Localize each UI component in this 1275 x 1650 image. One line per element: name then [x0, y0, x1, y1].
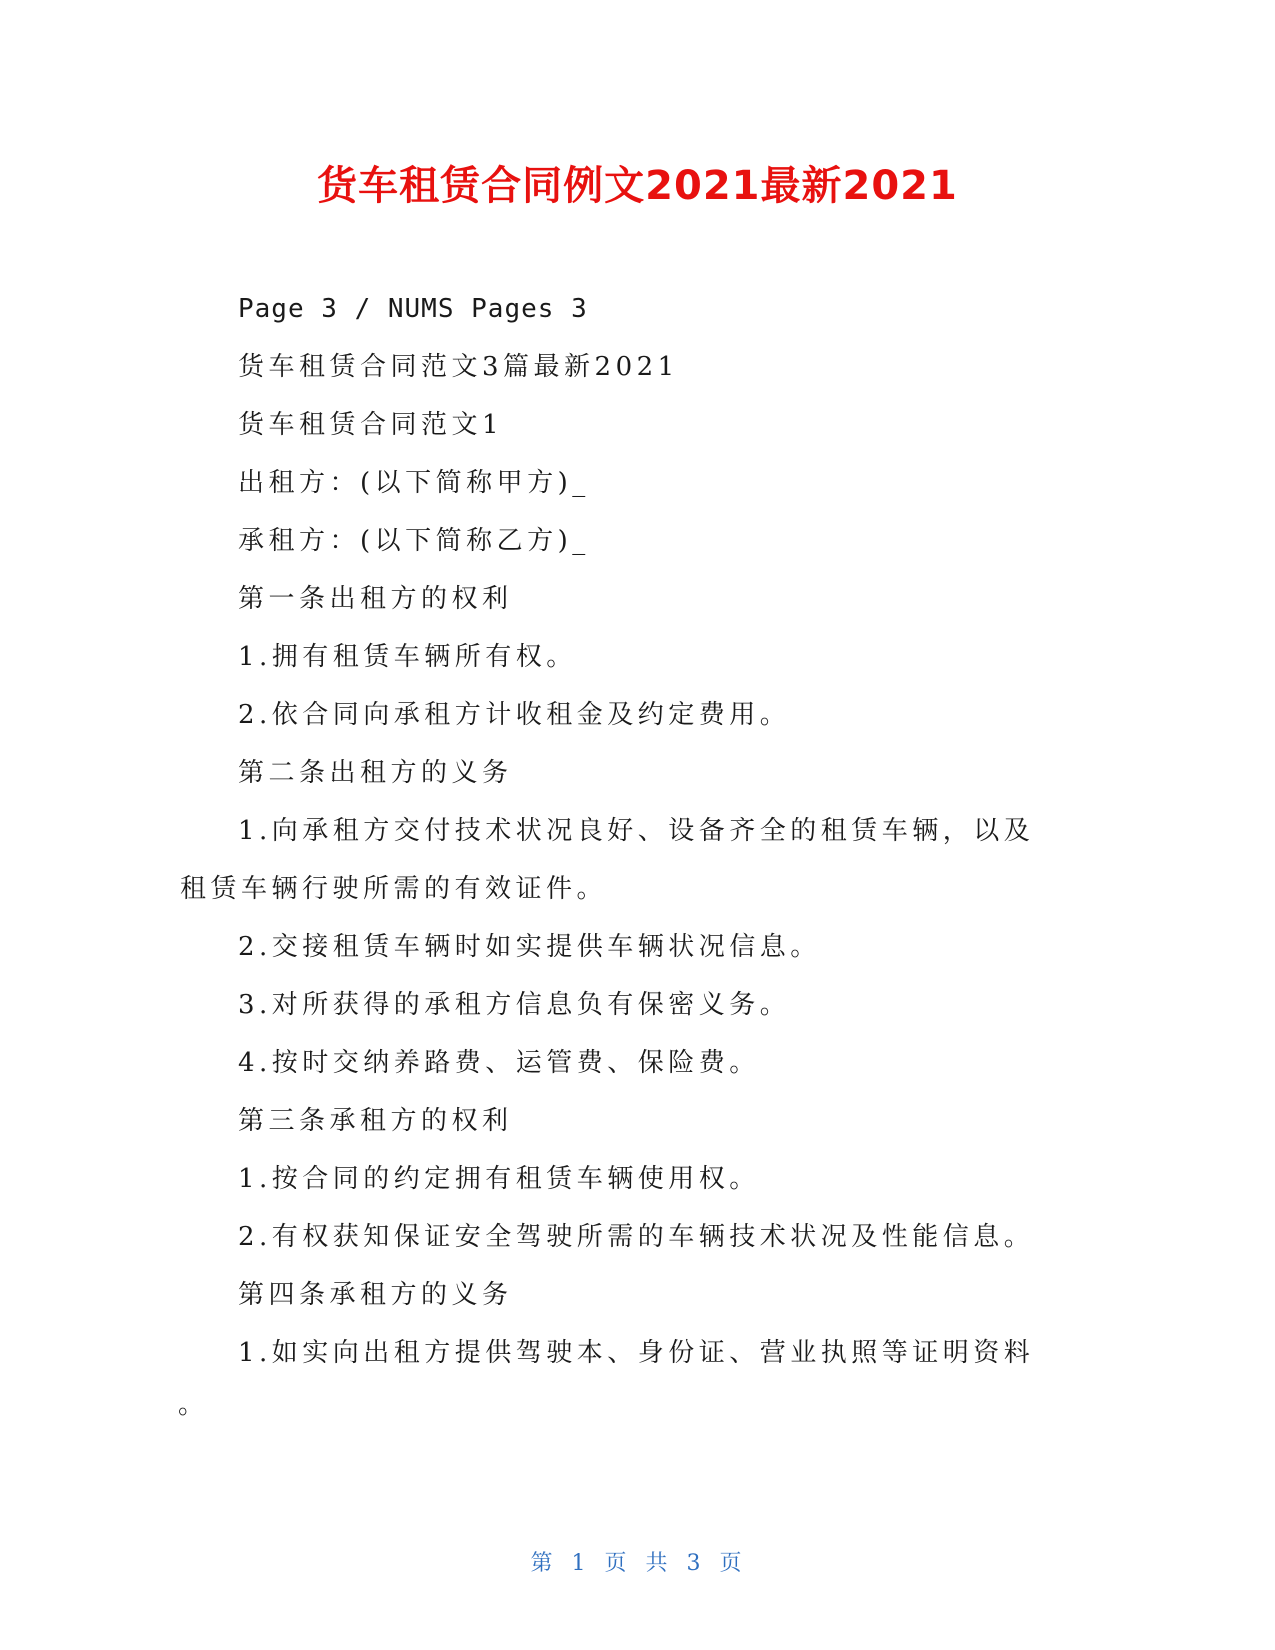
document-subtitle: 货车租赁合同范文3篇最新2021 — [238, 352, 679, 382]
document-title: 货车租赁合同例文2021最新2021 — [317, 163, 958, 209]
page-number-footer: 第 1 页 共 3 页 — [530, 1551, 745, 1576]
article-heading: 第三条承租方的权利 — [238, 1106, 513, 1136]
lessor-line: 出租方：(以下简称甲方)_ — [238, 468, 590, 498]
clause-item: 1.拥有租赁车辆所有权。 — [238, 642, 577, 672]
clause-item: 3.对所获得的承租方信息负有保密义务。 — [238, 990, 791, 1020]
clause-item: 1.向承租方交付技术状况良好、设备齐全的租赁车辆，以及 — [238, 816, 1035, 846]
section-heading: 货车租赁合同范文1 — [238, 410, 504, 440]
clause-item: 2.依合同向承租方计收租金及约定费用。 — [238, 700, 791, 730]
page-reference-line: Page 3 / NUMS Pages 3 — [238, 294, 588, 324]
article-heading: 第二条出租方的义务 — [238, 758, 513, 788]
article-heading: 第一条出租方的权利 — [238, 584, 513, 614]
clause-item: 1.按合同的约定拥有租赁车辆使用权。 — [238, 1164, 760, 1194]
clause-item-continuation: 。 — [178, 1390, 209, 1420]
article-heading: 第四条承租方的义务 — [238, 1280, 513, 1310]
clause-item: 1.如实向出租方提供驾驶本、身份证、营业执照等证明资料 — [238, 1338, 1035, 1368]
clause-item: 2.交接租赁车辆时如实提供车辆状况信息。 — [238, 932, 821, 962]
clause-item: 4.按时交纳养路费、运管费、保险费。 — [238, 1048, 760, 1078]
lessee-line: 承租方：(以下简称乙方)_ — [238, 526, 590, 556]
clause-item-continuation: 租赁车辆行驶所需的有效证件。 — [180, 874, 608, 904]
clause-item: 2.有权获知保证安全驾驶所需的车辆技术状况及性能信息。 — [238, 1222, 1035, 1252]
